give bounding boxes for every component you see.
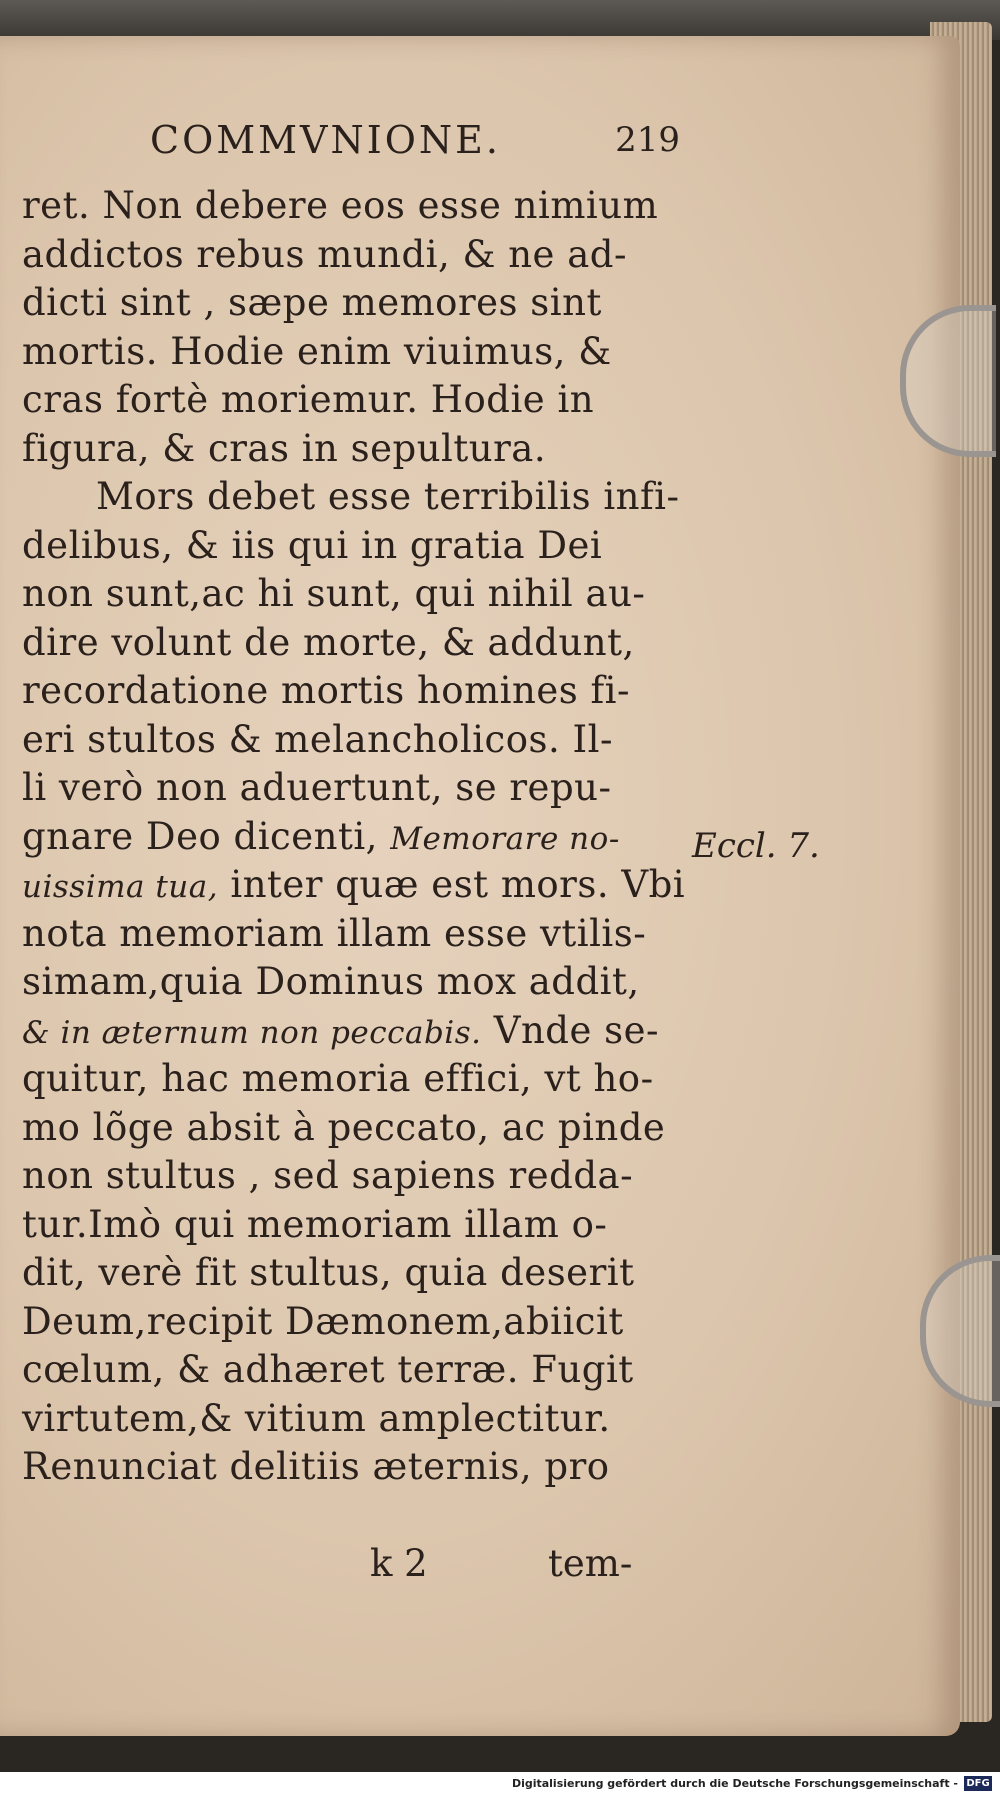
text-line (22, 279, 682, 328)
page-number: 219 (615, 120, 680, 160)
text-line (22, 1055, 682, 1104)
line-text: mortis. Hodie enim viuimus, & (22, 329, 612, 373)
text-line (22, 1346, 682, 1395)
text-line (22, 1007, 682, 1056)
line-text: mo lõge absit à peccato, ac pinde (22, 1105, 666, 1149)
line-text: cœlum, & adhæret terræ. Fugit (22, 1348, 634, 1391)
dfg-logo: DFG (964, 1776, 992, 1791)
text-line (22, 522, 682, 571)
line-text: virtutem,& vitium amplectitur. (22, 1396, 611, 1440)
line-text: li verò non aduertunt, se repu- (22, 766, 612, 809)
signature-mark: k 2 (370, 1542, 428, 1585)
text-line (22, 473, 682, 522)
text-line (22, 376, 682, 425)
line-text: figura, & cras in sepultura. (22, 426, 547, 470)
line-text: quitur, hac memoria effici, vt ho- (22, 1057, 654, 1100)
text-line (22, 619, 682, 668)
text-line (22, 328, 682, 377)
text-line (22, 910, 682, 959)
text-line (22, 861, 686, 910)
line-text: Mors debet esse terribilis infi- (96, 475, 680, 518)
text-line (22, 425, 682, 474)
italic-quote: Memorare no- (390, 820, 620, 857)
book-cover-edge (0, 0, 1000, 40)
line-text: addictos rebus mundi, & ne ad- (22, 232, 627, 276)
line-text: Deum,recipit Dæmonem,abiicit (22, 1299, 624, 1343)
catchword: tem- (548, 1542, 633, 1585)
line-text: simam,quia Dominus mox addit, (22, 960, 640, 1003)
text-line (22, 667, 682, 716)
text-line (22, 1249, 682, 1298)
line-text: delibus, & iis qui in gratia Dei (22, 523, 603, 567)
funding-credit: Digitalisierung gefördert durch die Deutsche Forschungsgemeinschaft - (511, 1777, 958, 1790)
running-header (150, 118, 680, 162)
text-line (22, 1298, 682, 1347)
line-text: tur.Imò qui memoriam illam o- (22, 1202, 608, 1246)
italic-quote: uissima tua, (22, 869, 219, 905)
text-line (22, 1201, 682, 1250)
line-text: dire volunt de morte, & addunt, (22, 620, 635, 664)
line-text: cras fortè moriemur. Hodie in (22, 378, 595, 421)
line-text: dicti sint , sæpe memores sint (22, 281, 602, 324)
text-line (22, 1443, 682, 1492)
text-line (22, 1395, 682, 1444)
text-line (22, 1152, 682, 1201)
text-line (22, 1104, 682, 1153)
line-text: inter quæ est mors. Vbi (218, 863, 686, 906)
text-line (22, 958, 682, 1007)
line-text: gnare Deo dicenti, (22, 814, 391, 858)
digitization-footer (0, 1772, 1000, 1797)
text-line (22, 182, 682, 231)
text-line (22, 764, 682, 813)
text-line (22, 231, 682, 280)
line-text: dit, verè fit stultus, quia deserit (22, 1251, 635, 1294)
running-title: COMMVNIONE. (150, 118, 501, 162)
italic-quote: & in æternum non peccabis. (22, 1014, 482, 1051)
line-text: non stultus , sed sapiens redda- (22, 1154, 634, 1197)
text-line (22, 570, 682, 619)
text-line (22, 813, 682, 862)
line-text: Vnde se- (481, 1008, 660, 1052)
margin-note: Eccl. 7. (692, 826, 820, 866)
line-text: nota memoriam illam esse vtilis- (22, 911, 647, 955)
line-text: non sunt,ac hi sunt, qui nihil au- (22, 572, 646, 615)
line-text: Renunciat delitiis æternis, pro (22, 1445, 610, 1488)
line-text: eri stultos & melancholicos. Il- (22, 717, 613, 761)
body-text (22, 182, 686, 1492)
line-text: recordatione mortis homines fi- (22, 669, 631, 712)
text-line (22, 716, 682, 765)
line-text: ret. Non debere eos esse nimium (22, 184, 659, 227)
